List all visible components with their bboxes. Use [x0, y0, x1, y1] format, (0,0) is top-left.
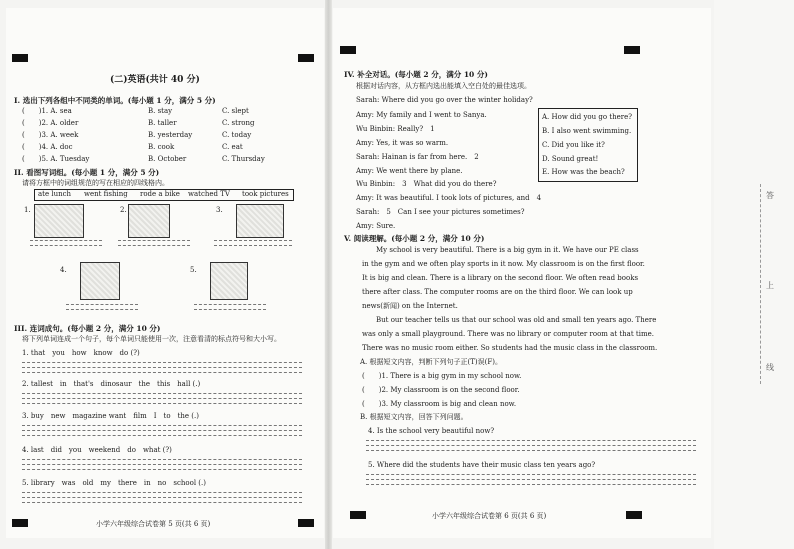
q1-row-3-c: C. today: [222, 131, 252, 139]
writing-line: [22, 492, 302, 493]
writing-line: [366, 445, 696, 446]
q1-row-2-num: ( )2. A. older: [22, 119, 79, 127]
side-char: 上: [766, 281, 774, 290]
q1-row-2-b: B. taller: [148, 119, 177, 127]
writing-line: [30, 245, 102, 246]
writing-line: [22, 464, 302, 465]
registration-mark: [624, 46, 640, 54]
tf-item: ( )3. My classroom is big and clean now.: [362, 400, 517, 408]
writing-line: [22, 372, 302, 373]
picture-bike-icon: [80, 262, 120, 300]
qa-item: 4. Is the school very beautiful now?: [368, 427, 495, 435]
writing-line: [366, 450, 696, 451]
pic-label: 1.: [24, 206, 31, 214]
q1-row-1-num: ( )1. A. sea: [22, 107, 72, 115]
q2-option: went fishing: [84, 190, 128, 198]
passage-line: It is big and clean. There is a library on the second floor. We often read books: [362, 274, 639, 282]
dialogue-line: Sarah: Where did you go over the winter holiday?: [356, 96, 533, 104]
tf-item: ( )2. My classroom is on the second floor.: [362, 386, 520, 394]
writing-line: [214, 240, 292, 241]
q1-heading: I. 选出下列各组中不同类的单词。(每小题 1 分，满分 5 分): [14, 96, 216, 105]
q4-option: E. How was the beach?: [542, 168, 625, 176]
side-char: 线: [766, 363, 774, 372]
writing-line: [366, 479, 696, 480]
q5-part-b: B. 根据短文内容，回答下列问题。: [360, 413, 468, 421]
section-title: (二)英语(共计 40 分): [110, 75, 200, 85]
pic-label: 3.: [216, 206, 223, 214]
writing-line: [22, 398, 302, 399]
writing-line: [22, 497, 302, 498]
picture-tv-icon: [236, 204, 284, 238]
q2-option: ate lunch: [38, 190, 72, 198]
q3-item: 2. tallest in that's dinosaur the this hall (.): [22, 380, 201, 388]
dialogue-line: Amy: My family and I went to Sanya.: [356, 111, 487, 119]
writing-line: [214, 245, 292, 246]
passage-line: news(新闻) on the Internet.: [362, 302, 458, 310]
pic-label: 5.: [190, 266, 197, 274]
q3-item: 1. that you how know do (?): [22, 349, 140, 357]
writing-line: [194, 304, 266, 305]
tf-item: ( )1. There is a big gym in my school now.: [362, 372, 522, 380]
q2-instruction: 请将方框中的词组规范的写在相应的四线格内。: [22, 179, 169, 187]
page-footer: 小学六年级综合试卷第 5 页(共 6 页): [96, 520, 211, 528]
q3-item: 4. last did you weekend do what (?): [22, 446, 172, 454]
writing-line: [66, 304, 138, 305]
q1-row-4-b: B. cook: [148, 143, 175, 151]
q3-heading: III. 连词成句。(每小题 2 分，满分 10 分): [14, 324, 161, 333]
side-char: 答: [766, 191, 774, 200]
q5-part-a: A. 根据短文内容，判断下列句子正(T)误(F)。: [360, 358, 502, 366]
passage-line: But our teacher tells us that our school was old and small ten years ago. There: [376, 316, 657, 324]
passage-line: was only a small playground. There was no library or computer room at that time.: [362, 330, 654, 338]
registration-mark: [12, 519, 28, 527]
writing-line: [366, 440, 696, 441]
registration-mark: [298, 54, 314, 62]
q1-row-5-c: C. Thursday: [222, 155, 265, 163]
dialogue-line: Wu Binbin: Really? 1: [356, 125, 442, 133]
writing-line: [22, 435, 302, 436]
picture-eating-icon: [34, 204, 84, 238]
picture-fishing-icon: [128, 204, 170, 238]
q5-heading: V. 阅读理解。(每小题 2 分，满分 10 分): [344, 234, 485, 243]
q2-heading: II. 看图写词组。(每小题 1 分，满分 5 分): [14, 168, 160, 177]
registration-mark: [12, 54, 28, 62]
q4-option: A. How did you go there?: [542, 113, 632, 121]
registration-mark: [626, 511, 642, 519]
writing-line: [66, 309, 138, 310]
pic-label: 2.: [120, 206, 127, 214]
page-footer: 小学六年级综合试卷第 6 页(共 6 页): [432, 512, 547, 520]
margin-strip: [714, 0, 794, 549]
dialogue-line: Amy: We went there by plane.: [356, 167, 463, 175]
writing-line: [22, 425, 302, 426]
picture-camera-icon: [210, 262, 248, 300]
q2-option: took pictures: [242, 190, 289, 198]
q3-item: 3. buy new magazine want film I to the (.): [22, 412, 199, 420]
registration-mark: [340, 46, 356, 54]
dialogue-line: Sarah: 5 Can I see your pictures sometimes?: [356, 208, 525, 216]
q4-instruction: 根据对话内容，从方框内选出能填入空白处的最佳选项。: [356, 82, 531, 90]
writing-line: [366, 474, 696, 475]
writing-line: [22, 430, 302, 431]
q1-row-1-c: C. slept: [222, 107, 249, 115]
dialogue-line: Amy: Yes, it was so warm.: [356, 139, 449, 147]
writing-line: [22, 502, 302, 503]
q3-instruction: 将下列单词连成一个句子，每个单词只能使用一次，注意看清的标点符号和大小写。: [22, 335, 281, 343]
writing-line: [194, 309, 266, 310]
registration-mark: [350, 511, 366, 519]
registration-mark: [298, 519, 314, 527]
q3-item: 5. library was old my there in no school (.): [22, 479, 206, 487]
writing-line: [118, 240, 190, 241]
q1-row-5-b: B. October: [148, 155, 187, 163]
dialogue-line: Wu Binbin: 3 What did you do there?: [356, 180, 497, 188]
dialogue-line: Sarah: Hainan is far from here. 2: [356, 153, 486, 161]
writing-line: [22, 459, 302, 460]
writing-line: [22, 469, 302, 470]
q1-row-3-num: ( )3. A. week: [22, 131, 79, 139]
writing-line: [22, 403, 302, 404]
passage-line: There was no music room either. So students had the music class in the classroom.: [362, 344, 658, 352]
passage-line: there after class. The computer rooms are on the third floor. We can look up: [362, 288, 633, 296]
passage-line: My school is very beautiful. There is a big gym in it. We have our PE class: [376, 246, 639, 254]
q1-row-2-c: C. strong: [222, 119, 255, 127]
pic-label: 4.: [60, 266, 67, 274]
writing-line: [22, 362, 302, 363]
writing-line: [22, 393, 302, 394]
q1-row-4-c: C. eat: [222, 143, 243, 151]
q2-option: rode a bike: [140, 190, 180, 198]
writing-line: [366, 484, 696, 485]
q2-option: watched TV: [188, 190, 230, 198]
q4-option: C. Did you like it?: [542, 141, 605, 149]
writing-line: [118, 245, 190, 246]
q4-option: D. Sound great!: [542, 155, 599, 163]
side-line: [760, 184, 762, 384]
writing-line: [30, 240, 102, 241]
q1-row-5-num: ( )5. A. Tuesday: [22, 155, 90, 163]
dialogue-line: Amy: It was beautiful. I took lots of pictures, and 4: [356, 194, 549, 202]
dialogue-line: Amy: Sure.: [356, 222, 396, 230]
q1-row-1-b: B. stay: [148, 107, 173, 115]
writing-line: [22, 367, 302, 368]
q4-option: B. I also went swimming.: [542, 127, 632, 135]
qa-item: 5. Where did the students have their music class ten years ago?: [368, 461, 596, 469]
q4-heading: IV. 补全对话。(每小题 2 分，满分 10 分): [344, 70, 488, 79]
center-fold: [325, 0, 332, 549]
q1-row-4-num: ( )4. A. doc: [22, 143, 73, 151]
q1-row-3-b: B. yesterday: [148, 131, 193, 139]
passage-line: in the gym and we often play sports in it now. My classroom is on the first floor.: [362, 260, 645, 268]
